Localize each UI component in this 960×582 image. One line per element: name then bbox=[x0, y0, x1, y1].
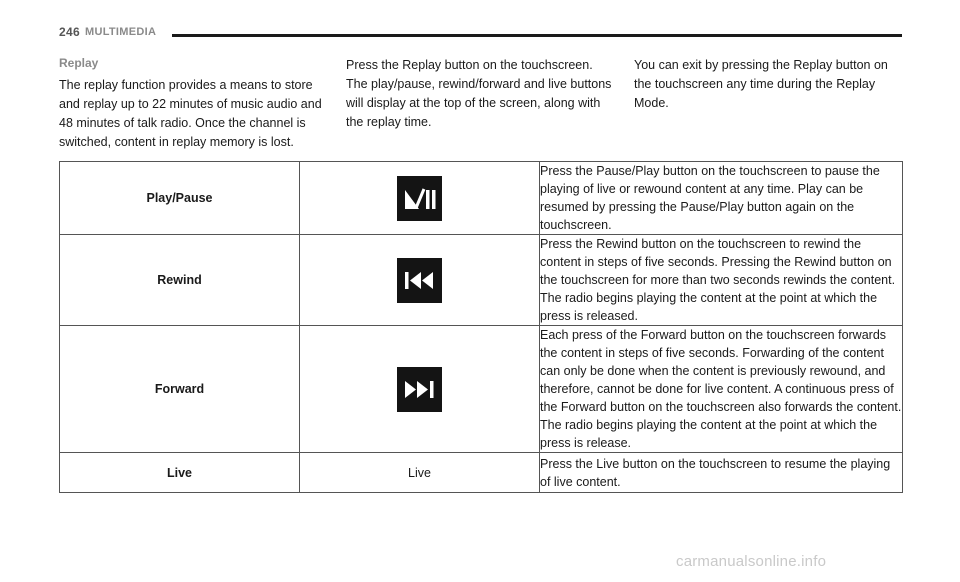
replay-controls-table bbox=[59, 161, 903, 493]
header-rule bbox=[172, 34, 902, 37]
page-number: 246 bbox=[59, 25, 80, 39]
table-row bbox=[60, 235, 903, 326]
play-pause-icon bbox=[397, 176, 442, 221]
control-name: Rewind bbox=[60, 235, 300, 326]
control-icon-cell bbox=[300, 235, 540, 326]
forward-icon bbox=[397, 367, 442, 412]
control-icon-cell bbox=[300, 162, 540, 235]
control-description: Press the Live button on the touchscreen to resume the playing of live content. bbox=[540, 453, 903, 493]
table-row bbox=[60, 453, 903, 493]
control-name: Play/Pause bbox=[60, 162, 300, 235]
control-description: Each press of the Forward button on the touchscreen forwards the content in steps of five seconds. Forwarding of the content can only be done when the content is previously rewound, and therefore, cannot be done for live content. A continuous press of the Forward button on the touchscreen also forwards the content. The radio begins playing the content at the point at which the press is release. bbox=[540, 326, 903, 453]
section-subheading: Replay bbox=[59, 56, 99, 70]
section-title: MULTIMEDIA bbox=[85, 26, 157, 38]
control-name: Live bbox=[60, 453, 300, 493]
page-header bbox=[59, 24, 902, 44]
table-row bbox=[60, 162, 903, 235]
control-name: Forward bbox=[60, 326, 300, 453]
table-row bbox=[60, 326, 903, 453]
watermark: carmanualsonline.info bbox=[676, 553, 827, 570]
paragraph-exit: You can exit by pressing the Replay button on the touchscreen any time during the Replay Mode. bbox=[634, 58, 888, 110]
control-icon-cell bbox=[300, 326, 540, 453]
live-label: Live bbox=[408, 465, 431, 480]
control-description: Press the Rewind button on the touchscreen to rewind the content in steps of five seconds. Pressing the Rewind button on the touchscreen for more than two seconds rewinds the content. The radio begins playing the content at the point at which the press is released. bbox=[540, 235, 903, 326]
rewind-icon bbox=[397, 258, 442, 303]
paragraph-intro: The replay function provides a means to store and replay up to 22 minutes of music audio and 48 minutes of talk radio. Once the channel is switched, content in replay memory is lost. bbox=[59, 78, 322, 149]
paragraph-replay-button: Press the Replay button on the touchscreen. The play/pause, rewind/forward and live buttons will display at the top of the screen, along with the replay time. bbox=[346, 58, 612, 129]
control-description: Press the Pause/Play button on the touchscreen to pause the playing of live or rewound content at any time. Play can be resumed by pressing the Pause/Play button again on the touchscreen. bbox=[540, 162, 903, 235]
control-icon-cell bbox=[300, 453, 540, 493]
